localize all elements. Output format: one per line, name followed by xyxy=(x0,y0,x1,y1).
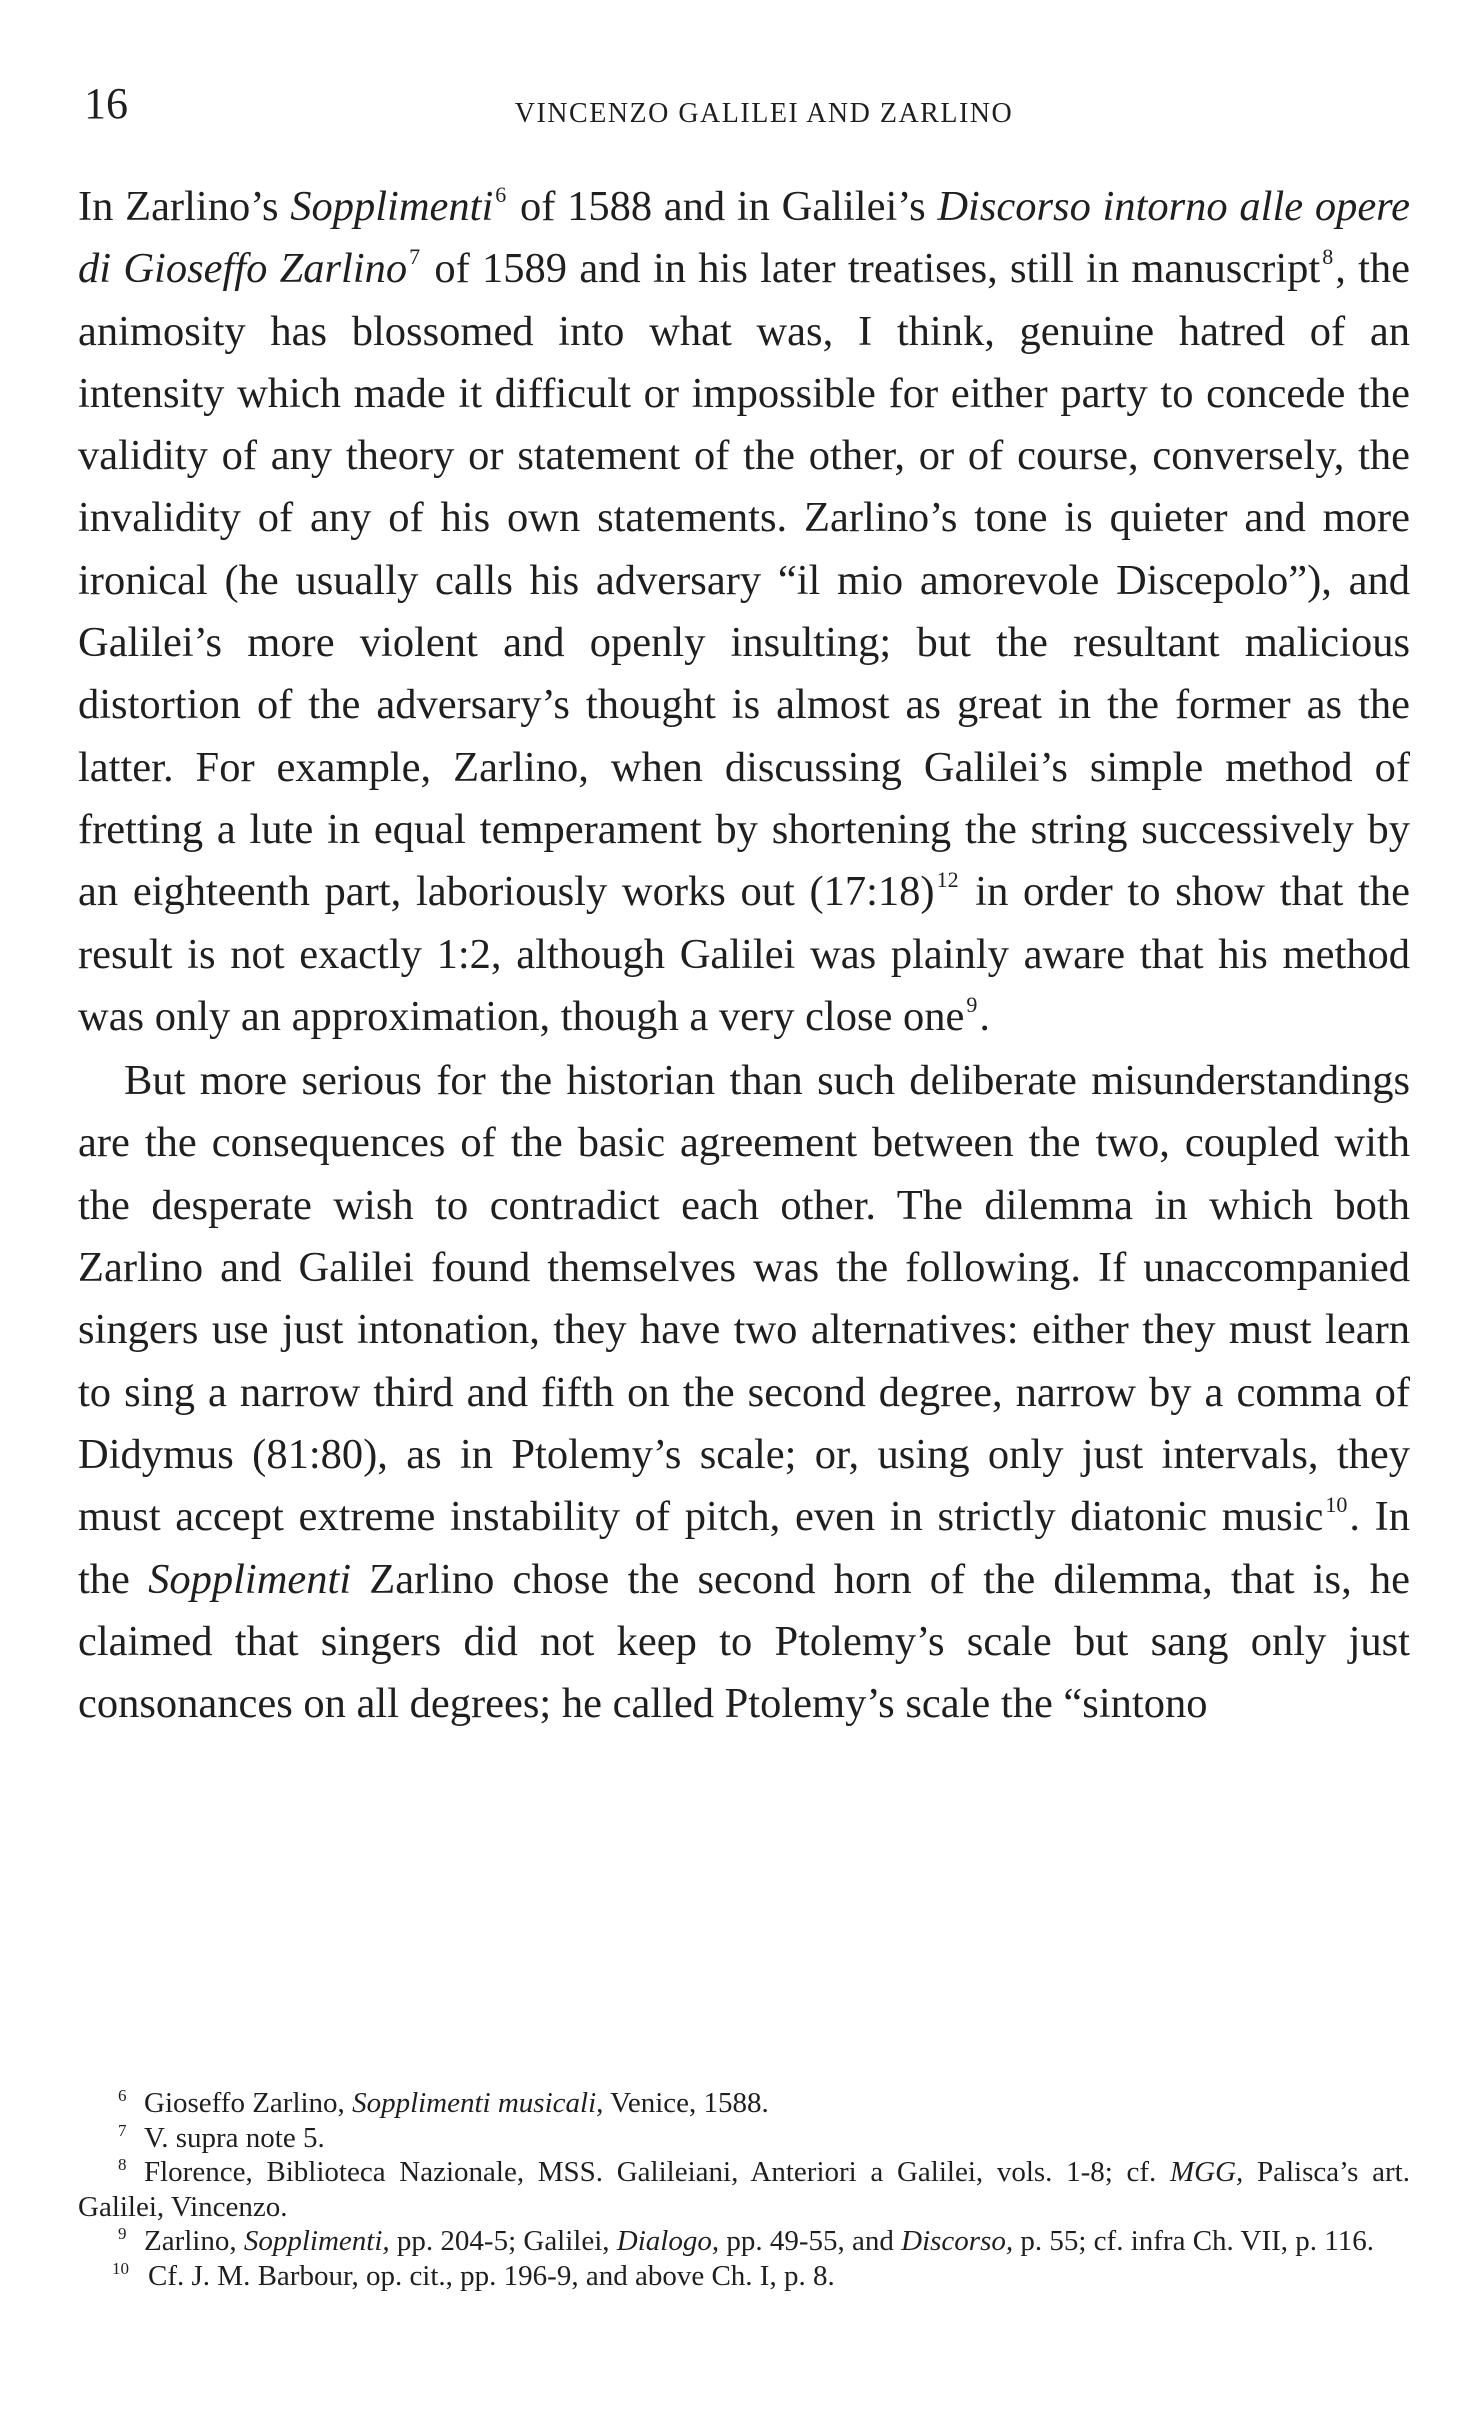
italic-text: Sopplimenti xyxy=(290,183,494,230)
text-run: . xyxy=(979,992,991,1040)
footnote-10: 10 Cf. J. M. Barbour, op. cit., pp. 196-9, and above Ch. I, p. 8. xyxy=(112,2258,835,2292)
footnote-reference: 9 xyxy=(966,991,978,1017)
page-header xyxy=(78,78,1410,138)
italic-text: Sopplimenti musicali, xyxy=(352,2087,604,2119)
text-run: in order to show that the result is not exactly 1:2, although Galilei was plainly aware that his method was only an approximation, though a very close one xyxy=(78,868,1410,1040)
text-run: pp. 204-5; Galilei, xyxy=(389,2225,617,2257)
text-run: Zarlino, xyxy=(144,2225,244,2257)
footnote-7: 7 V. supra note 5. xyxy=(118,2120,325,2154)
text-run: Palisca’s art. Galilei, Vincenzo. xyxy=(78,2156,1410,2223)
text-run: of 1589 and in his later treatises, still in manuscript xyxy=(422,245,1321,293)
text-run: of 1588 and in Galilei’s xyxy=(508,183,938,230)
text-run: Florence, Biblioteca Nazionale, MSS. Galileiani, Anteriori a Galilei, vols. 1-8; cf. xyxy=(144,2156,1170,2188)
italic-text: Sopplimenti xyxy=(148,1555,352,1603)
footnotes xyxy=(78,2086,1410,2293)
italic-text: Discorso, xyxy=(901,2225,1014,2257)
italic-text: MGG, xyxy=(1169,2156,1244,2188)
body-text xyxy=(78,176,1410,1735)
footnote-8: 8 Florence, Biblioteca Nazionale, MSS. Galileiani, Anteriori a Galilei, vols. 1-8; cf. MGG, Palisca’s art. Galilei, Vincenzo. xyxy=(78,2155,1410,2223)
italic-text: Discorso intorno alle opere di Gioseffo Zarlino xyxy=(78,183,1411,293)
text-run: Zarlino chose the second horn of the dilemma, that is, he claimed that singers did not keep to Ptolemy’s scale but sang only just consonances on all degrees; he called Ptolemy’s scale the “sintono xyxy=(78,1555,1410,1728)
text-run: V. supra note 5. xyxy=(144,2121,325,2154)
text-run: But more serious for the historian than such deliberate misunderstandings are the consequences of the basic agreement between the two, coupled with the desperate wish to contradict each other. The dilemma in which both Zarlino and Galilei found themselves was the following. If unaccompanied singers use just intonation, they have two alternatives: either they must learn to sing a narrow third and fifth on the second degree, narrow by a comma of Didymus (81:80), as in Ptolemy’s scale; or, using only just intervals, they must accept extreme instability of pitch, even in strictly diatonic music xyxy=(78,1057,1410,1541)
text-run: Venice, 1588. xyxy=(603,2087,769,2119)
italic-text: Dialogo, xyxy=(616,2225,720,2257)
footnote-reference: 10 xyxy=(1325,1492,1348,1518)
text-run: p. 55; cf. infra Ch. VII, p. 116. xyxy=(1013,2225,1374,2257)
text-run: Cf. J. M. Barbour, op. cit., pp. 196-9, and above Ch. I, p. 8. xyxy=(148,2259,835,2292)
footnote-reference: 8 xyxy=(1322,244,1334,270)
text-run: . In the xyxy=(78,1493,1410,1603)
paragraph-2 xyxy=(78,1050,1410,1735)
text-run: In Zarlino’s xyxy=(78,183,291,230)
text-run: pp. 49-55, and xyxy=(719,2225,902,2257)
footnote-9: 9 Zarlino, Sopplimenti, pp. 204-5; Galilei, Dialogo, pp. 49-55, and Discorso, p. 55; cf. infra Ch. VII, p. 116. xyxy=(118,2224,1374,2257)
italic-text: Sopplimenti, xyxy=(243,2225,390,2257)
running-head: VINCENZO GALILEI AND ZARLINO xyxy=(514,98,1014,129)
footnote-reference: 7 xyxy=(409,244,421,270)
text-run: Gioseffo Zarlino, xyxy=(144,2087,353,2119)
footnote-reference: 6 xyxy=(495,182,507,207)
text-run: , the animosity has blossomed into what was, I think, genuine hatred of an intensity which made it difficult or impossible for either party to concede the validity of any theory or statement of the other, or of course, conversely, the invalidity of any of his own statements. Zarlino’s tone is quieter and more ironical (he usually calls his adversary “il mio amorevole Discepolo”), and Galilei’s more violent and openly insulting; but the resultant malicious distortion of the adversary’s thought is almost as great in the former as the latter. For example, Zarlino, when discussing Galilei’s simple method of fretting a lute in equal temperament by shortening the string successively by an eighteenth part, laboriously works out (17:18) xyxy=(78,245,1410,916)
footnote-6: 6 Gioseffo Zarlino, Sopplimenti musicali, Venice, 1588. xyxy=(118,2086,769,2119)
paragraph-1 xyxy=(78,176,1410,1048)
page-number: 16 xyxy=(84,79,128,128)
footnote-reference: 12 xyxy=(936,867,959,893)
